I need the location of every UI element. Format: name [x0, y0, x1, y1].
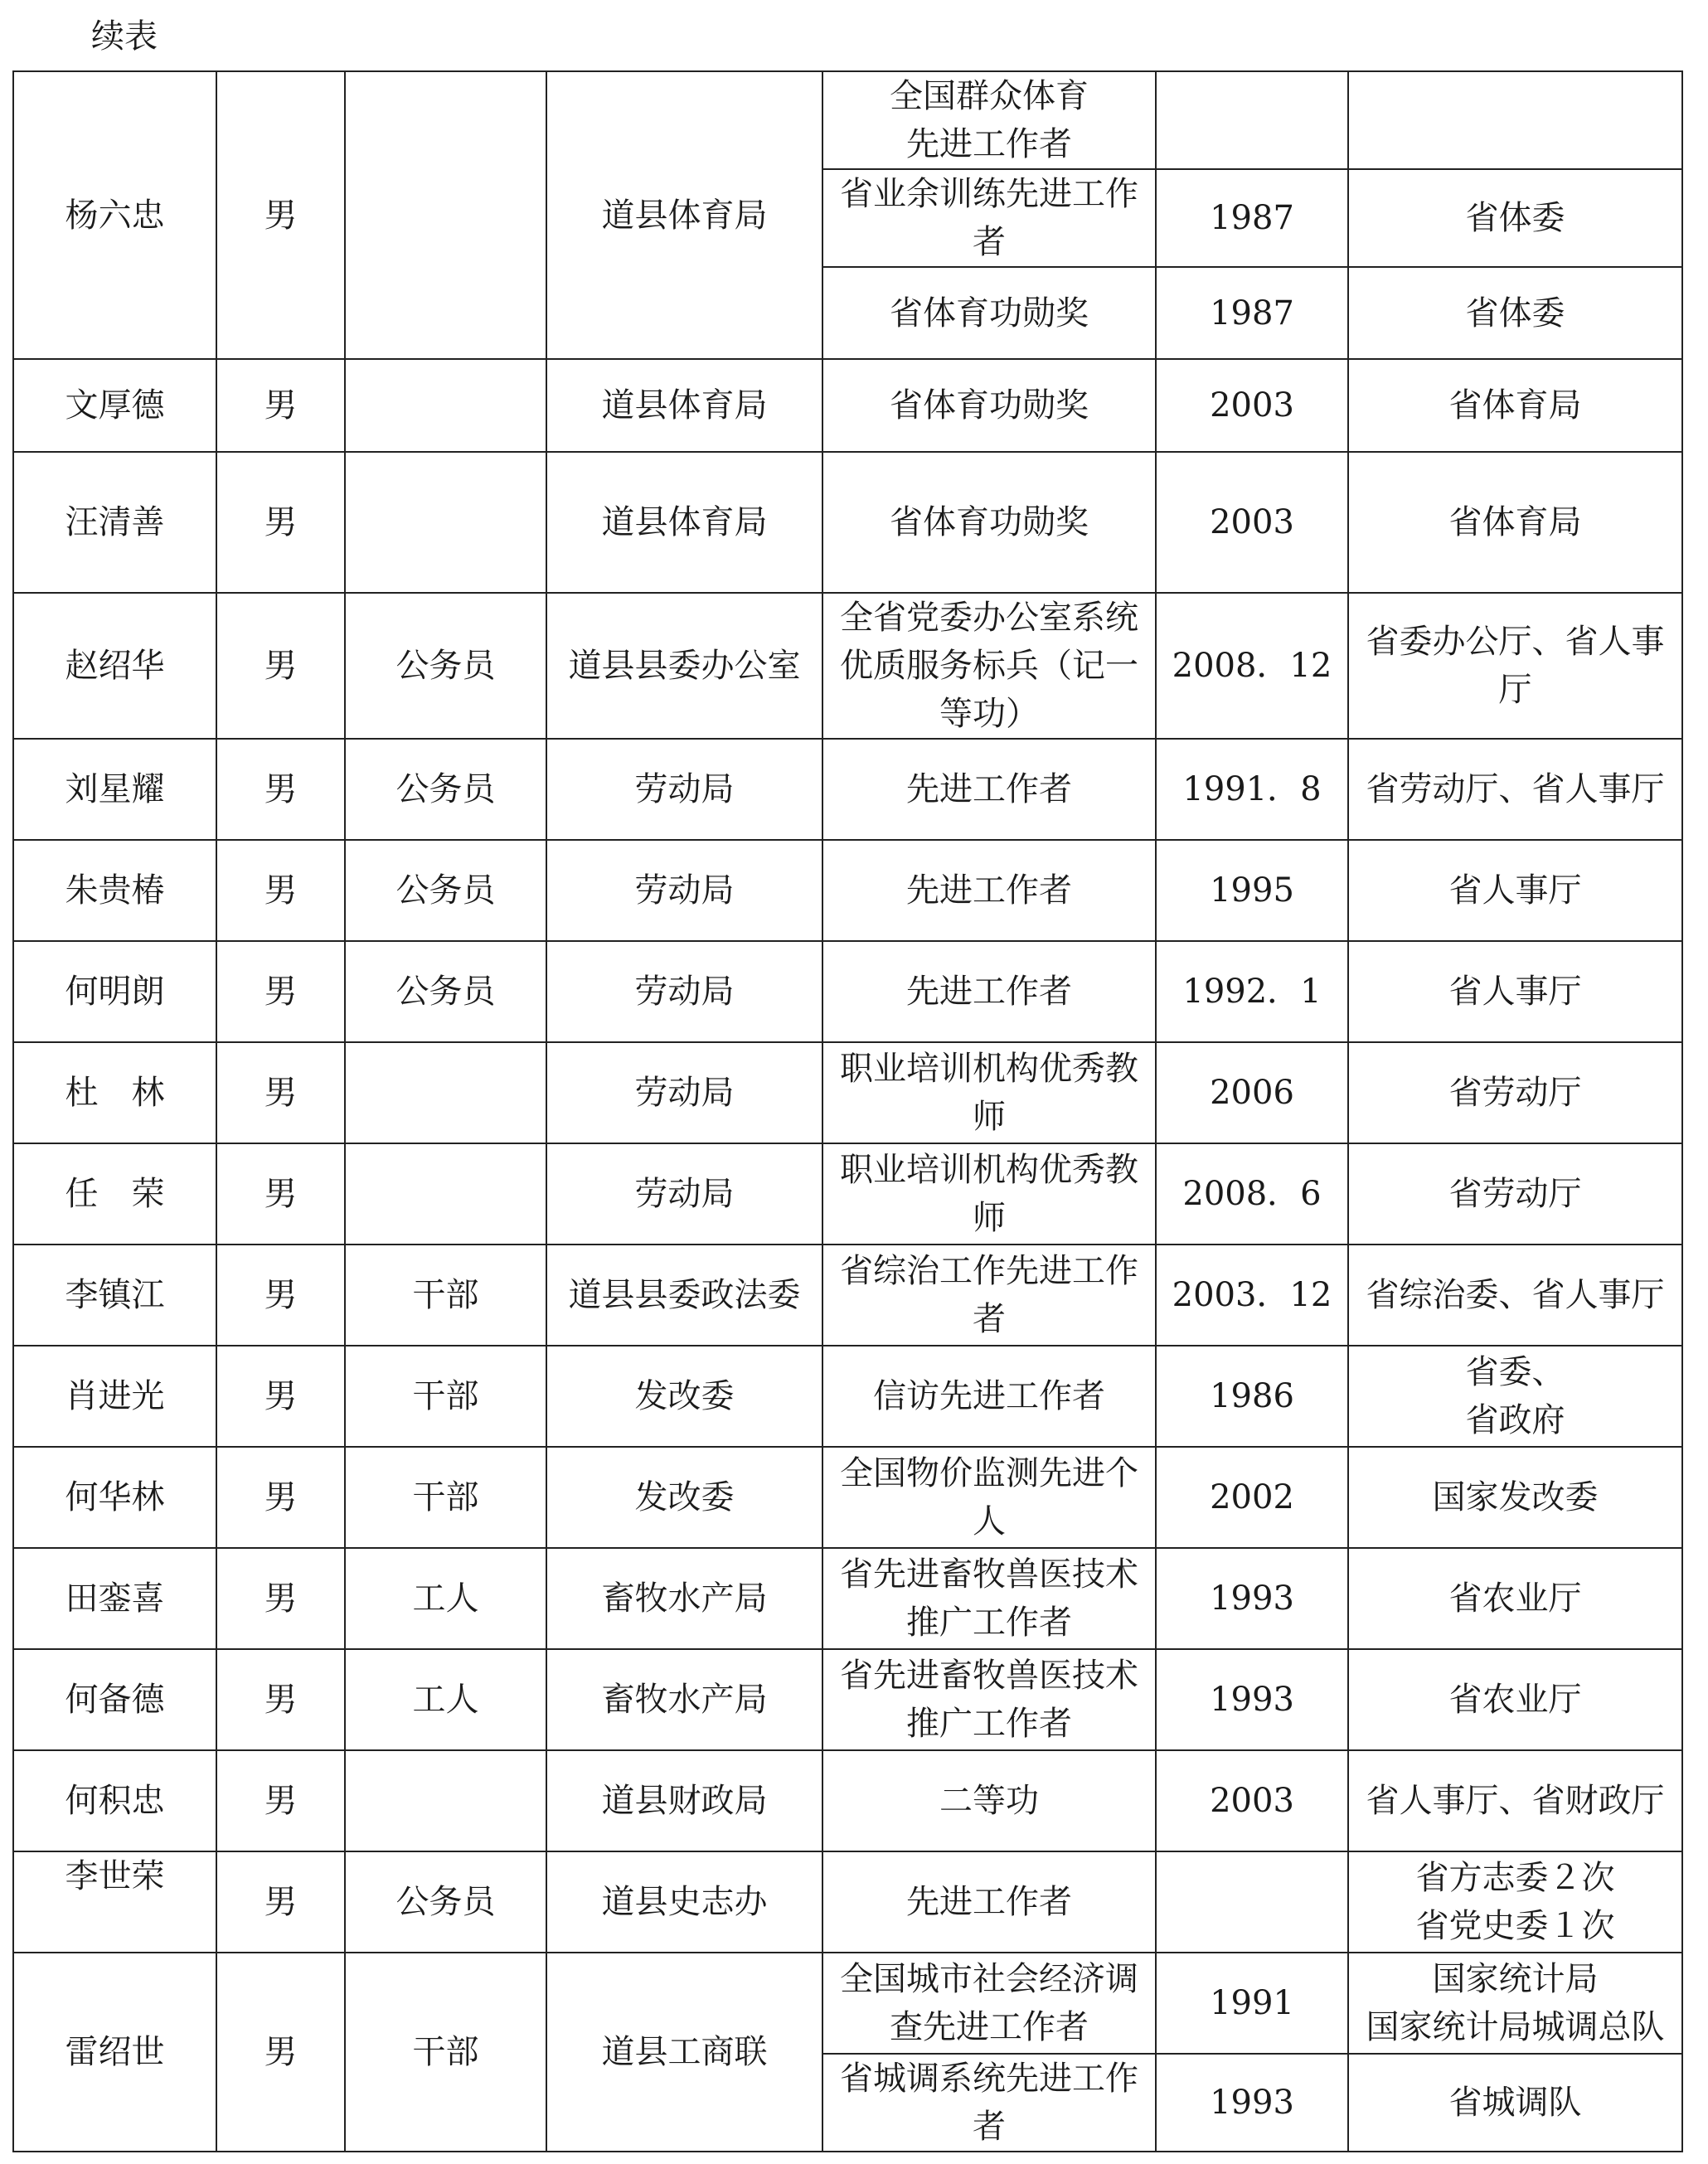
award-title-cell: 职业培训机构优秀教 师 — [822, 1042, 1156, 1143]
work-unit-cell: 道县工商联 — [546, 1953, 822, 2152]
award-title-cell: 省综治工作先进工作 者 — [822, 1245, 1156, 1346]
work-unit-cell: 劳动局 — [546, 941, 822, 1042]
awarding-org-cell: 省综治委、省人事厅 — [1348, 1245, 1682, 1346]
table-row — [13, 359, 1682, 452]
person-name-cell: 杜 林 — [13, 1042, 216, 1143]
table-row — [13, 1750, 1682, 1851]
award-year-cell: 1991．8 — [1156, 739, 1348, 840]
person-name-cell: 朱贵椿 — [13, 840, 216, 941]
gender-cell: 男 — [216, 941, 345, 1042]
gender-cell: 男 — [216, 1548, 345, 1649]
work-unit-cell: 道县体育局 — [546, 71, 822, 359]
person-name-cell: 杨六忠 — [13, 71, 216, 359]
identity-cell — [345, 1143, 546, 1245]
person-name-cell: 文厚德 — [13, 359, 216, 452]
work-unit-cell: 劳动局 — [546, 840, 822, 941]
award-title-cell: 省体育功勋奖 — [822, 359, 1156, 452]
gender-cell: 男 — [216, 1649, 345, 1750]
table-row — [13, 739, 1682, 840]
work-unit-cell: 发改委 — [546, 1346, 822, 1447]
award-year-cell: 2006 — [1156, 1042, 1348, 1143]
award-title-cell: 职业培训机构优秀教 师 — [822, 1143, 1156, 1245]
award-year-cell: 1992．1 — [1156, 941, 1348, 1042]
table-row — [13, 593, 1682, 739]
person-name-cell: 何备德 — [13, 1649, 216, 1750]
person-name-cell: 任 荣 — [13, 1143, 216, 1245]
identity-cell — [345, 71, 546, 359]
award-title-cell: 先进工作者 — [822, 941, 1156, 1042]
identity-cell — [345, 359, 546, 452]
award-year-cell: 1993 — [1156, 2054, 1348, 2152]
table-row — [13, 941, 1682, 1042]
award-title-cell: 全国城市社会经济调 查先进工作者 — [822, 1953, 1156, 2054]
award-title-cell: 省先进畜牧兽医技术 推广工作者 — [822, 1548, 1156, 1649]
awards-table — [12, 70, 1683, 2152]
award-title-cell: 先进工作者 — [822, 1851, 1156, 1953]
award-title-cell: 省体育功勋奖 — [822, 267, 1156, 359]
awarding-org-cell: 省体育局 — [1348, 359, 1682, 452]
award-year-cell: 1991 — [1156, 1953, 1348, 2054]
award-title-cell: 全国物价监测先进个 人 — [822, 1447, 1156, 1548]
award-year-cell: 1995 — [1156, 840, 1348, 941]
awarding-org-cell: 省劳动厅 — [1348, 1143, 1682, 1245]
identity-cell — [345, 452, 546, 593]
person-name-cell: 汪清善 — [13, 452, 216, 593]
award-title-cell: 省体育功勋奖 — [822, 452, 1156, 593]
award-year-cell: 2002 — [1156, 1447, 1348, 1548]
table-row — [13, 1447, 1682, 1548]
table-row — [13, 1346, 1682, 1447]
table-caption: 续表 — [91, 17, 158, 56]
award-title-cell: 全国群众体育 先进工作者 — [822, 71, 1156, 169]
table-row — [13, 1245, 1682, 1346]
award-title-cell: 省城调系统先进工作 者 — [822, 2054, 1156, 2152]
table-row — [13, 452, 1682, 593]
award-year-cell: 2008．12 — [1156, 593, 1348, 739]
work-unit-cell: 道县财政局 — [546, 1750, 822, 1851]
identity-cell: 干部 — [345, 1245, 546, 1346]
identity-cell: 公务员 — [345, 739, 546, 840]
work-unit-cell: 道县体育局 — [546, 359, 822, 452]
award-title-cell: 省业余训练先进工作 者 — [822, 169, 1156, 267]
gender-cell: 男 — [216, 1750, 345, 1851]
awarding-org-cell: 省委办公厅、省人事 厅 — [1348, 593, 1682, 739]
awarding-org-cell: 省城调队 — [1348, 2054, 1682, 2152]
award-year-cell: 1993 — [1156, 1649, 1348, 1750]
award-year-cell — [1156, 71, 1348, 169]
identity-cell: 工人 — [345, 1548, 546, 1649]
award-year-cell: 1987 — [1156, 169, 1348, 267]
table-row — [13, 1143, 1682, 1245]
person-name-cell: 何明朗 — [13, 941, 216, 1042]
awarding-org-cell: 省体委 — [1348, 169, 1682, 267]
work-unit-cell: 道县体育局 — [546, 452, 822, 593]
person-name-cell: 肖进光 — [13, 1346, 216, 1447]
person-name-cell: 田銮喜 — [13, 1548, 216, 1649]
identity-cell — [345, 1042, 546, 1143]
identity-cell — [345, 1750, 546, 1851]
awarding-org-cell: 省方志委２次 省党史委１次 — [1348, 1851, 1682, 1953]
gender-cell: 男 — [216, 1042, 345, 1143]
work-unit-cell: 发改委 — [546, 1447, 822, 1548]
work-unit-cell: 道县县委办公室 — [546, 593, 822, 739]
work-unit-cell: 道县县委政法委 — [546, 1245, 822, 1346]
gender-cell: 男 — [216, 452, 345, 593]
identity-cell: 工人 — [345, 1649, 546, 1750]
identity-cell: 公务员 — [345, 593, 546, 739]
identity-cell: 公务员 — [345, 840, 546, 941]
person-name-cell: 何华林 — [13, 1447, 216, 1548]
gender-cell: 男 — [216, 1245, 345, 1346]
identity-cell: 干部 — [345, 1953, 546, 2152]
table-row — [13, 1953, 1682, 2054]
gender-cell: 男 — [216, 1143, 345, 1245]
gender-cell: 男 — [216, 593, 345, 739]
gender-cell: 男 — [216, 71, 345, 359]
person-name-cell: 刘星耀 — [13, 739, 216, 840]
awarding-org-cell: 省人事厅 — [1348, 840, 1682, 941]
person-name-cell: 何积忠 — [13, 1750, 216, 1851]
work-unit-cell: 畜牧水产局 — [546, 1649, 822, 1750]
award-title-cell: 先进工作者 — [822, 739, 1156, 840]
work-unit-cell: 道县史志办 — [546, 1851, 822, 1953]
gender-cell: 男 — [216, 1953, 345, 2152]
awarding-org-cell: 省农业厅 — [1348, 1649, 1682, 1750]
table-row — [13, 71, 1682, 169]
person-name-cell: 李镇江 — [13, 1245, 216, 1346]
award-title-cell: 二等功 — [822, 1750, 1156, 1851]
award-year-cell: 2003．12 — [1156, 1245, 1348, 1346]
table-row — [13, 1548, 1682, 1649]
gender-cell: 男 — [216, 359, 345, 452]
gender-cell: 男 — [216, 840, 345, 941]
award-title-cell: 信访先进工作者 — [822, 1346, 1156, 1447]
award-year-cell: 2003 — [1156, 1750, 1348, 1851]
award-year-cell: 1987 — [1156, 267, 1348, 359]
award-title-cell: 全省党委办公室系统 优质服务标兵（记一 等功） — [822, 593, 1156, 739]
awarding-org-cell: 省体育局 — [1348, 452, 1682, 593]
person-name-cell: 雷绍世 — [13, 1953, 216, 2152]
award-year-cell: 1993 — [1156, 1548, 1348, 1649]
table-row — [13, 1042, 1682, 1143]
table-body — [13, 71, 1682, 2152]
identity-cell: 公务员 — [345, 1851, 546, 1953]
awarding-org-cell: 国家发改委 — [1348, 1447, 1682, 1548]
award-year-cell: 1986 — [1156, 1346, 1348, 1447]
awarding-org-cell — [1348, 71, 1682, 169]
person-name-cell: 赵绍华 — [13, 593, 216, 739]
award-title-cell: 省先进畜牧兽医技术 推广工作者 — [822, 1649, 1156, 1750]
awarding-org-cell: 省人事厅、省财政厅 — [1348, 1750, 1682, 1851]
person-name-cell: 李世荣 — [13, 1851, 216, 1953]
table-row — [13, 1649, 1682, 1750]
table-row — [13, 840, 1682, 941]
award-title-cell: 先进工作者 — [822, 840, 1156, 941]
award-year-cell: 2003 — [1156, 452, 1348, 593]
awarding-org-cell: 省劳动厅 — [1348, 1042, 1682, 1143]
award-year-cell: 2003 — [1156, 359, 1348, 452]
work-unit-cell: 劳动局 — [546, 739, 822, 840]
awarding-org-cell: 国家统计局 国家统计局城调总队 — [1348, 1953, 1682, 2054]
table-row — [13, 1851, 1682, 1953]
identity-cell: 公务员 — [345, 941, 546, 1042]
awarding-org-cell: 省委、 省政府 — [1348, 1346, 1682, 1447]
awarding-org-cell: 省农业厅 — [1348, 1548, 1682, 1649]
identity-cell: 干部 — [345, 1346, 546, 1447]
gender-cell: 男 — [216, 739, 345, 840]
identity-cell: 干部 — [345, 1447, 546, 1548]
awarding-org-cell: 省体委 — [1348, 267, 1682, 359]
award-year-cell — [1156, 1851, 1348, 1953]
work-unit-cell: 劳动局 — [546, 1042, 822, 1143]
gender-cell: 男 — [216, 1346, 345, 1447]
award-year-cell: 2008．6 — [1156, 1143, 1348, 1245]
awarding-org-cell: 省劳动厅、省人事厅 — [1348, 739, 1682, 840]
work-unit-cell: 劳动局 — [546, 1143, 822, 1245]
gender-cell: 男 — [216, 1447, 345, 1548]
work-unit-cell: 畜牧水产局 — [546, 1548, 822, 1649]
awarding-org-cell: 省人事厅 — [1348, 941, 1682, 1042]
gender-cell: 男 — [216, 1851, 345, 1953]
